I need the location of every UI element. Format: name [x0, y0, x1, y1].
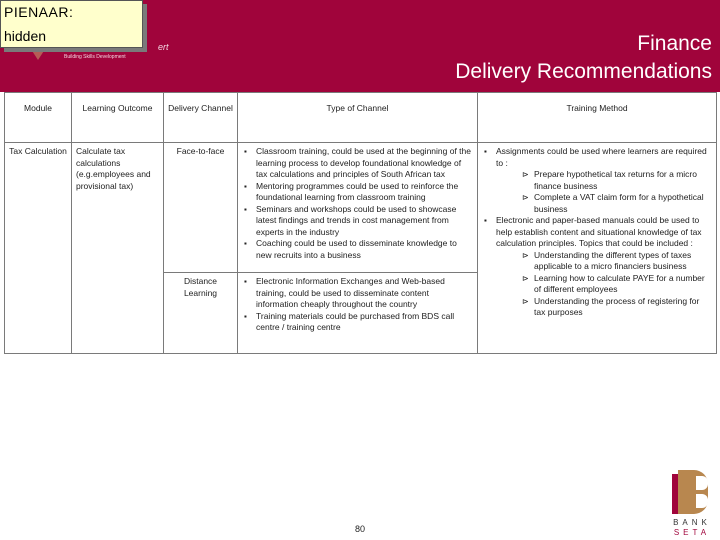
list-item: ▪ Electronic Information Exchanges and Web-based training, could be used to disseminate content information cheaply throughout the country — [252, 276, 473, 311]
list-item: ⊳ Prepare hypothetical tax returns for a micro finance business — [532, 169, 712, 192]
list-item: ⊳ Understanding the different types of taxes applicable to a micro financiers business — [532, 250, 712, 273]
bank-logo-line-2: SETA — [673, 528, 711, 537]
page-number: 80 — [355, 524, 366, 534]
title-line-1: Finance — [637, 32, 712, 55]
list-item — [492, 215, 712, 319]
header-module: Module — [5, 93, 72, 143]
bank-logo-line-1: BANK — [673, 518, 711, 527]
list-item: ▪ Seminars and workshops could be used to showcase latest findings and trends in cost management from experts in the industry — [252, 204, 473, 239]
list-item: ⊳ Complete a VAT claim form for a hypothetical business — [532, 192, 712, 215]
header-method: Training Method — [478, 93, 717, 143]
cell-type-face — [238, 143, 478, 273]
method-item-2: Electronic and paper-based manuals could be used to help establish content and situational knowledge of tax calculation principles. Topics that could be included : — [496, 215, 702, 248]
page-title — [455, 30, 712, 86]
cell-module: Tax Calculation — [5, 143, 72, 354]
comment-state: hidden — [4, 28, 47, 44]
title-line-2: Delivery Recommendations — [455, 60, 712, 83]
delivery-table — [4, 92, 717, 354]
list-item: ⊳ Learning how to calculate PAYE for a number of different employees — [532, 273, 712, 296]
table-row — [5, 143, 717, 273]
list-item: ▪ Classroom training, could be used at the beginning of the learning process to develop foundational knowledge of tax calculations and principles of South African tax — [252, 146, 473, 181]
logo-b-icon — [678, 470, 708, 514]
cell-type-distance — [238, 273, 478, 354]
bank-seta-logo — [668, 470, 716, 538]
cell-channel-distance: Distance Learning — [164, 273, 238, 354]
list-item: ▪ Mentoring programmes could be used to reinforce the foundational learning from classroom training — [252, 181, 473, 204]
comment-author: PIENAAR: — [4, 4, 74, 20]
logo-tagline: Building Skills Development — [64, 54, 126, 60]
table-header-row — [5, 93, 717, 143]
method-item-1: Assignments could be used where learners are required to : — [496, 146, 707, 168]
header-channel: Delivery Channel — [164, 93, 238, 143]
cell-outcome: Calculate tax calculations (e.g.employees and provisional tax) — [72, 143, 164, 354]
comment-sticky-note[interactable] — [0, 0, 143, 48]
logo-mark: ert — [158, 42, 169, 52]
list-item — [492, 146, 712, 215]
cell-method — [478, 143, 717, 354]
cell-channel-face: Face-to-face — [164, 143, 238, 273]
list-item: ▪ Training materials could be purchased from BDS call centre / training centre — [252, 311, 473, 334]
header-outcome: Learning Outcome — [72, 93, 164, 143]
header-type: Type of Channel — [238, 93, 478, 143]
list-item: ⊳ Understanding the process of registering for tax purposes — [532, 296, 712, 319]
list-item: ▪ Coaching could be used to disseminate knowledge to new recruits into a business — [252, 238, 473, 261]
